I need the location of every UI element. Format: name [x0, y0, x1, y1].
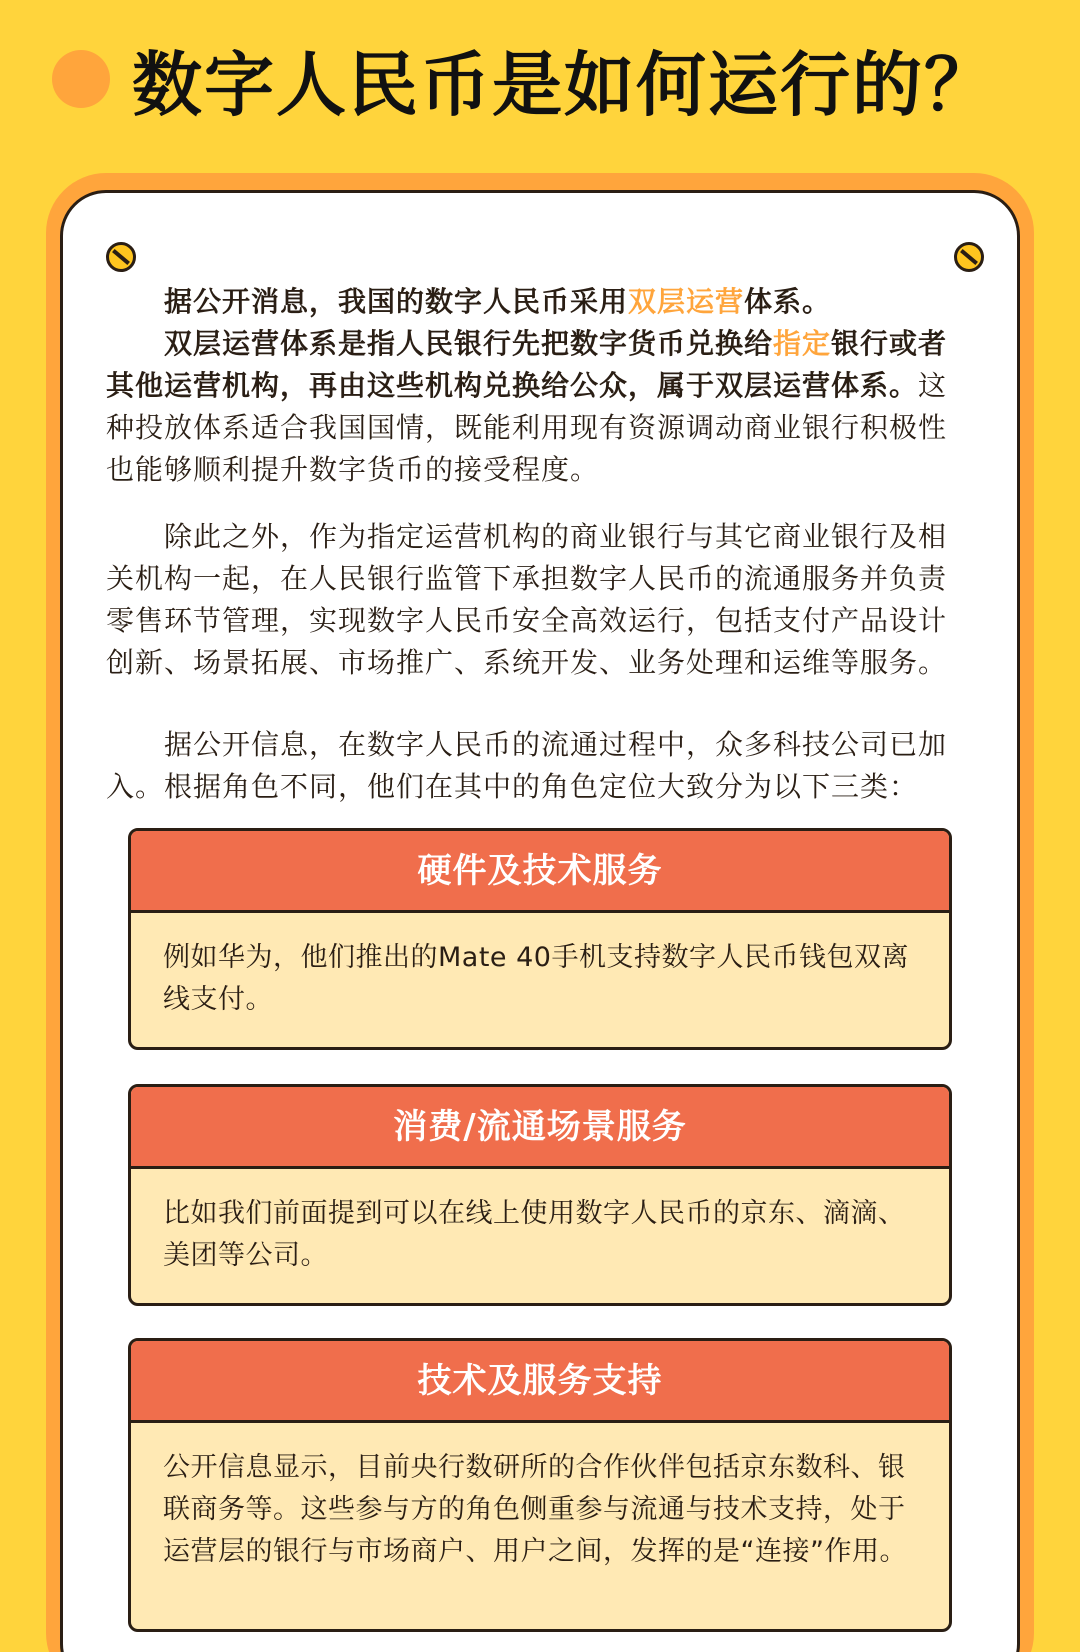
operations-paragraph: 除此之外，作为指定运营机构的商业银行与其它商业银行及相关机构一起，在人民银行监管下承担数字人民币的流通服务并负责零售环节管理，实现数字人民币安全高效运行，包括支付产品设计创新、场景拓展、市场推广、系统开发、业务处理和运维等服务。: [106, 520, 948, 679]
category-body: 比如我们前面提到可以在线上使用数字人民币的京东、滴滴、美团等公司。: [163, 1198, 906, 1271]
intro-p1-end: 体系。: [744, 285, 832, 318]
category-title: 硬件及技术服务: [131, 831, 949, 913]
intro-p2-normal: 这种投放体系适合我国国情，既能利用现有资源调动商业银行积极性也能够顺利提升数字货币的接受程度。: [106, 369, 948, 486]
category-title: 技术及服务支持: [131, 1341, 949, 1423]
intro-paragraph-2: [106, 323, 962, 491]
companies-block: [106, 724, 962, 808]
screw-right-icon: [954, 242, 984, 272]
intro-p1-text: 据公开消息，我国的数字人民币采用: [164, 285, 629, 318]
category-box-hardware: [128, 828, 952, 1050]
category-title: 消费/流通场景服务: [131, 1087, 949, 1169]
highlight-designated: 指定: [773, 327, 832, 360]
intro-paragraph-1: [106, 281, 962, 323]
category-box-tech-support: [128, 1338, 952, 1632]
intro-block: [106, 281, 962, 491]
highlight-dual-layer: 双层运营: [628, 285, 745, 318]
title-dot-icon: [52, 50, 110, 108]
category-box-consumption: [128, 1084, 952, 1306]
category-body: 例如华为，他们推出的Mate 40手机支持数字人民币钱包双离线支付。: [163, 942, 909, 1015]
companies-paragraph: 据公开信息，在数字人民币的流通过程中，众多科技公司已加入。根据角色不同，他们在其中的角色定位大致分为以下三类：: [106, 728, 948, 803]
intro-p2-bold-end: 银行或者其他运营机构，再由这些机构兑换给公众，属于双层运营体系。: [106, 327, 948, 402]
page-title: 数字人民币是如何运行的？: [132, 43, 996, 126]
category-body: 公开信息显示，目前央行数研所的合作伙伴包括京东数科、银联商务等。这些参与方的角色侧重参与流通与技术支持，处于运营层的银行与市场商户、用户之间，发挥的是“连接”作用。: [163, 1452, 907, 1567]
title-row: [0, 0, 1080, 170]
screw-left-icon: [106, 242, 136, 272]
operations-block: [106, 516, 962, 684]
intro-p2-text: 双层运营体系是指人民银行先把数字货币兑换给: [164, 327, 774, 360]
